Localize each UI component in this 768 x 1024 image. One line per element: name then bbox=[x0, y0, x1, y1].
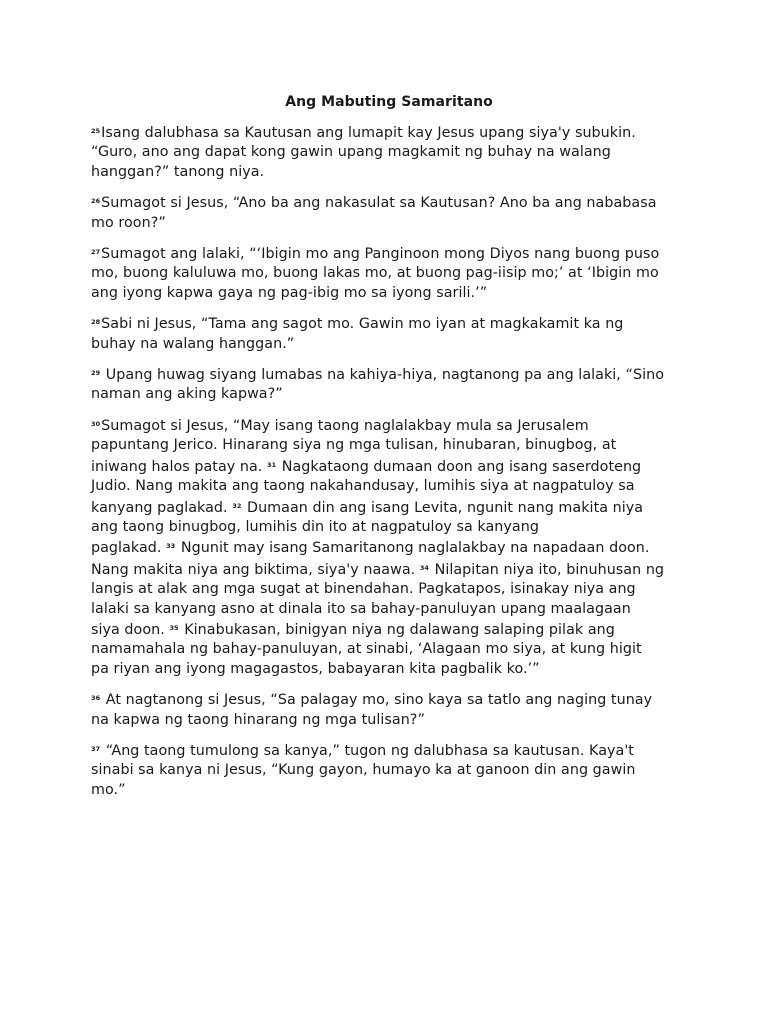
verse-text: mo, buong kaluluwa mo, buong lakas mo, at buong pag-iisip mo;’ at ‘Ibigin mo bbox=[91, 265, 659, 282]
text-line bbox=[91, 660, 687, 679]
text-line bbox=[91, 163, 687, 182]
text-line bbox=[91, 456, 687, 477]
text-line bbox=[91, 335, 687, 354]
verse-text: Sumagot si Jesus, “Ano ba ang nakasulat sa Kautusan? Ano ba ang nababasa bbox=[101, 195, 657, 212]
verse-number: 31 bbox=[267, 460, 277, 469]
text-line bbox=[91, 385, 687, 404]
verse-text: Upang huwag siyang lumabas na kahiya-hiya, nagtanong pa ang lalaki, “Sino bbox=[101, 367, 665, 384]
verse-text: ang iyong kapwa gaya ng pag-ibig mo sa iyong sarili.’” bbox=[91, 284, 488, 301]
verse-text: siya doon. bbox=[91, 621, 170, 638]
verse-text: Nang makita niya ang biktima, siya'y naawa. bbox=[91, 561, 420, 578]
document-title: Ang Mabuting Samaritano bbox=[285, 94, 493, 110]
text-line bbox=[91, 518, 687, 537]
paragraph bbox=[91, 740, 687, 800]
verse-text: Judio. Nang makita ang taong nakahandusay, lumihis siya at nagpatuloy sa bbox=[91, 478, 635, 495]
verse-text: Sabi ni Jesus, “Tama ang sagot mo. Gawin mo iyan at magkakamit ka ng bbox=[101, 316, 624, 333]
verse-text: hanggan?” tanong niya. bbox=[91, 163, 265, 180]
verse-text: ang taong binugbog, lumihis din ito at nagpatuloy sa kanyang bbox=[91, 518, 539, 535]
verse-text: kanyang paglakad. bbox=[91, 499, 233, 516]
text-line bbox=[91, 122, 687, 143]
text-line bbox=[91, 364, 687, 385]
document-body bbox=[91, 93, 687, 810]
text-line bbox=[91, 761, 687, 780]
paragraph bbox=[91, 689, 687, 730]
verse-number: 37 bbox=[91, 744, 101, 753]
verse-text: Sumagot ang lalaki, “‘Ibigin mo ang Panginoon mong Diyos nang buong puso bbox=[101, 246, 660, 263]
verse-text: “Guro, ano ang dapat kong gawin upang magkamit ng buhay na walang bbox=[91, 144, 611, 161]
text-line bbox=[91, 740, 687, 761]
verse-text: na kapwa ng taong hinarang ng mga tulisan?” bbox=[91, 711, 425, 728]
verse-number: 29 bbox=[91, 369, 101, 378]
text-line bbox=[91, 415, 687, 436]
verse-number: 34 bbox=[419, 563, 429, 572]
verse-text: buhay na walang hanggan.” bbox=[91, 335, 295, 352]
verse-number: 33 bbox=[166, 542, 176, 551]
text-line bbox=[91, 711, 687, 730]
verse-text: Sumagot si Jesus, “May isang taong naglalakbay mula sa Jerusalem bbox=[101, 417, 589, 434]
paragraph bbox=[91, 192, 687, 233]
verse-text: “Ang taong tumulong sa kanya,” tugon ng dalubhasa sa kautusan. Kaya't bbox=[101, 742, 634, 759]
text-line bbox=[91, 689, 687, 710]
verse-text: Nilapitan niya ito, binuhusan ng bbox=[429, 561, 665, 578]
text-line bbox=[91, 640, 687, 659]
text-line bbox=[91, 619, 687, 640]
verse-text: sinabi sa kanya ni Jesus, “Kung gayon, humayo ka at ganoon din ang gawin bbox=[91, 762, 636, 779]
text-line bbox=[91, 559, 687, 580]
verse-text: paglakad. bbox=[91, 540, 167, 557]
verse-text: mo.” bbox=[91, 781, 126, 798]
verse-number: 28 bbox=[91, 318, 101, 327]
text-line bbox=[91, 192, 687, 213]
text-line bbox=[91, 143, 687, 162]
text-line bbox=[91, 497, 687, 518]
verse-text: mo roon?” bbox=[91, 214, 166, 231]
verse-text: Isang dalubhasa sa Kautusan ang lumapit kay Jesus upang siya'y subukin. bbox=[101, 125, 636, 141]
verse-number: 35 bbox=[169, 623, 179, 632]
verse-text: langis at alak ang mga sugat at binendahan. Pagkatapos, isinakay niya ang bbox=[91, 581, 636, 598]
verse-number: 26 bbox=[91, 197, 101, 206]
verse-number: 32 bbox=[232, 501, 242, 510]
verse-text: naman ang aking kapwa?” bbox=[91, 386, 283, 403]
verse-text: lalaki sa kanyang asno at dinala ito sa bahay-panuluyan upang maalagaan bbox=[91, 600, 631, 617]
verse-text: pa riyan ang iyong magagastos, babayaran kita pagbalik ko.’” bbox=[91, 660, 540, 677]
verse-number: 27 bbox=[91, 248, 101, 257]
verse-text: Ngunit may isang Samaritanong naglalakbay na napadaan doon. bbox=[176, 540, 650, 557]
text-line bbox=[91, 243, 687, 264]
paragraph bbox=[91, 313, 687, 354]
verse-number: 36 bbox=[91, 694, 101, 703]
paragraph bbox=[91, 122, 687, 182]
text-line bbox=[91, 264, 687, 283]
verse-text: namamahala ng bahay-panuluyan, at sinabi, ‘Alagaan mo siya, at kung higit bbox=[91, 641, 642, 658]
text-line bbox=[91, 214, 687, 233]
verse-text: iniwang halos patay na. bbox=[91, 458, 267, 475]
verse-number: 30 bbox=[91, 419, 101, 428]
text-line bbox=[91, 313, 687, 334]
paragraph bbox=[91, 364, 687, 405]
text-line bbox=[91, 600, 687, 619]
verse-text: Dumaan din ang isang Levita, ngunit nang makita niya bbox=[242, 499, 644, 516]
verse-text: Kinabukasan, binigyan niya ng dalawang salaping pilak ang bbox=[179, 621, 615, 638]
text-line bbox=[91, 284, 687, 303]
text-line bbox=[91, 537, 687, 558]
text-line bbox=[91, 781, 687, 800]
verse-text: papuntang Jerico. Hinarang siya ng mga tulisan, hinubaran, binugbog, at bbox=[91, 437, 617, 454]
verse-number: 25 bbox=[91, 127, 101, 135]
verse-text: At nagtanong si Jesus, “Sa palagay mo, sino kaya sa tatlo ang naging tunay bbox=[101, 692, 653, 709]
verse-text: Nagkataong dumaan doon ang isang saserdoteng bbox=[277, 458, 642, 475]
text-line bbox=[91, 436, 687, 455]
paragraph bbox=[91, 243, 687, 303]
text-line bbox=[91, 477, 687, 496]
paragraph bbox=[91, 415, 687, 679]
text-line bbox=[91, 580, 687, 599]
